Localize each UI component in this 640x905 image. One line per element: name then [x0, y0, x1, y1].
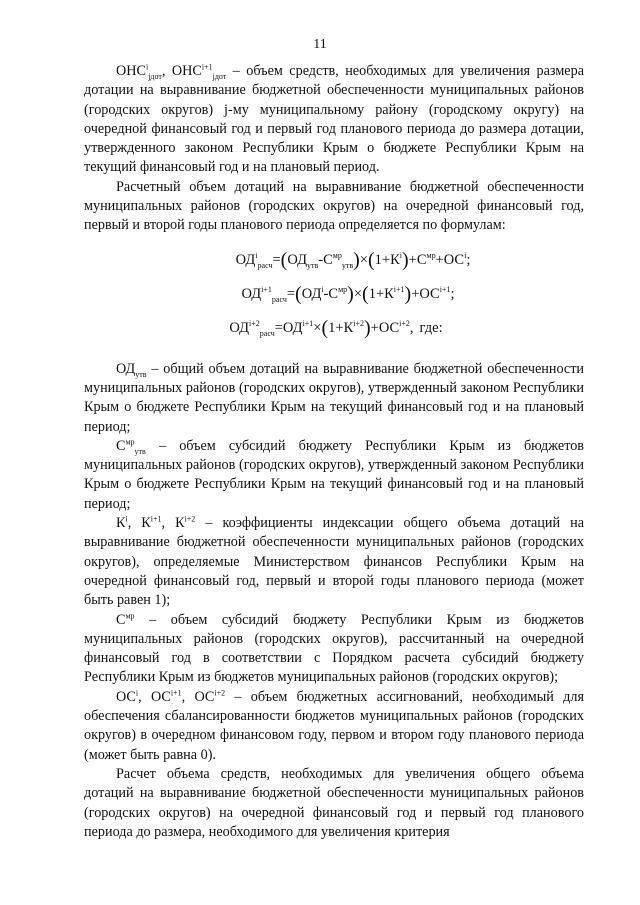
- c-mr-utv-symbol: $С^{мр}_{утв}$: [116, 437, 146, 456]
- closing-paragraph: Расчет объема средств, необходимых для увеличения общего объема дотаций на выравнивание бюджетной обеспеченности муниципальных районов (городских округов) на очередной финансовый год и первый год планового периода до размера, необходимого для увеличения критерия: [84, 765, 584, 840]
- where-label: где:: [419, 319, 443, 336]
- ons-symbol-1: $ОНС^i_{jдот}$: [116, 62, 162, 81]
- formula-od-i: $ОД^i_{расч}=(ОД_{утв}-С^{мр}_{утв})\times(1+К^i)+С^{мр}+ОС^i$;: [235, 248, 471, 271]
- c-mr-symbol: $С^{мр}$: [116, 610, 135, 628]
- definition-c-mr: $С^{мр}$ – объем субсидий бюджету Республики Крым из бюджетов муниципальных районов (городских округов), рассчитанный на очередной финансовый год в соответствии с Порядком расчета субсидий бюджету Республики Крым из бюджетов муниципальных районов (городских округов);: [84, 610, 584, 686]
- formula-intro-paragraph: Расчетный объем дотаций на выравнивание бюджетной обеспеченности муниципальных районов (городских округов) на очередной финансовый год, первый и второй годы планового периода определяется по формулам:: [84, 178, 584, 234]
- page-number: 11: [313, 37, 327, 52]
- k-symbols: $К^i$, $К^{i+1}$, $К^{i+2}$: [116, 514, 196, 532]
- definition-k-coefficients: $К^i$, $К^{i+1}$, $К^{i+2}$ – коэффициенты индексации общего объема дотаций на выравнивание бюджетной обеспеченности муниципальных районов (городских округов), определяемые Министерством финансов Республики Крым на очередной финансовый год, первый и второй годы планового периода (может быть равен 1);: [84, 514, 584, 609]
- formula-od-i2: $ОД^{i+2}_{расч}=ОД^{i+1}\times(1+К^{i+2})+ОС^{i+2}$, где:: [229, 316, 443, 339]
- intro-paragraph: $ОНС^i_{jдот}$, $ОНС^{i+1}_{jдот}$ – объем средств, необходимых для увеличения размера дотации на выравнивание бюджетной обеспеченности муниципальных районов (городских округов) j-му муниципальному району (городскому округу) на очередной финансовый год и первый год планового периода до размера дотации, утвержденного законом Республики Крым о бюджете Республики Крым на текущий финансовый год и на плановый период.: [84, 62, 584, 176]
- ons-symbol-2: $ОНС^{i+1}_{jдот}$: [171, 62, 227, 81]
- document-body: [84, 62, 584, 842]
- definition-od-utv: $ОД_{утв}$ – общий объем дотаций на выравнивание бюджетной обеспеченности муниципальных районов (городских округов), утвержденный законом Республики Крым о бюджете Республики Крым на текущий финансовый год и на плановый период;: [84, 360, 584, 435]
- definition-c-mr-utv: $С^{мр}_{утв}$ – объем субсидий бюджету Республики Крым из бюджетов муниципальных районов (городских округов), утвержденный законом Республики Крым о бюджете Республики Крым на текущий финансовый год и на плановый период;: [84, 437, 584, 512]
- definition-oc: $ОС^i$, $ОС^{i+1}$, $ОС^{i+2}$ – объем бюджетных ассигнований, необходимый для обеспечения сбалансированности бюджетов муниципальных районов (городских округов) в очередном финансовом году, первом и втором году планового периода (может быть равна 0).: [84, 687, 585, 763]
- intro-text: – объем средств, необходимых для увеличения размера дотации на выравнивание бюджетной обеспеченности муниципальных районов (городских округов) j-му муниципальному району (городскому округу) на очередной финансовый год и первый год планового периода до размера дотации, утвержденного законом Республики Крым о бюджете Республики Крым на текущий финансовый год и на плановый период.: [84, 63, 584, 176]
- formula-block: [84, 250, 584, 338]
- formula-od-i1: $ОД^{i+1}_{расч}=(ОД^i-С^{мр})\times(1+К^{i+1})+ОС^{i+1}$;: [241, 282, 455, 305]
- oc-symbols: $ОС^i$, $ОС^{i+1}$, $ОС^{i+2}$: [116, 687, 226, 705]
- od-utv-symbol: $ОД_{утв}$: [116, 360, 147, 379]
- definitions-list: [84, 360, 584, 765]
